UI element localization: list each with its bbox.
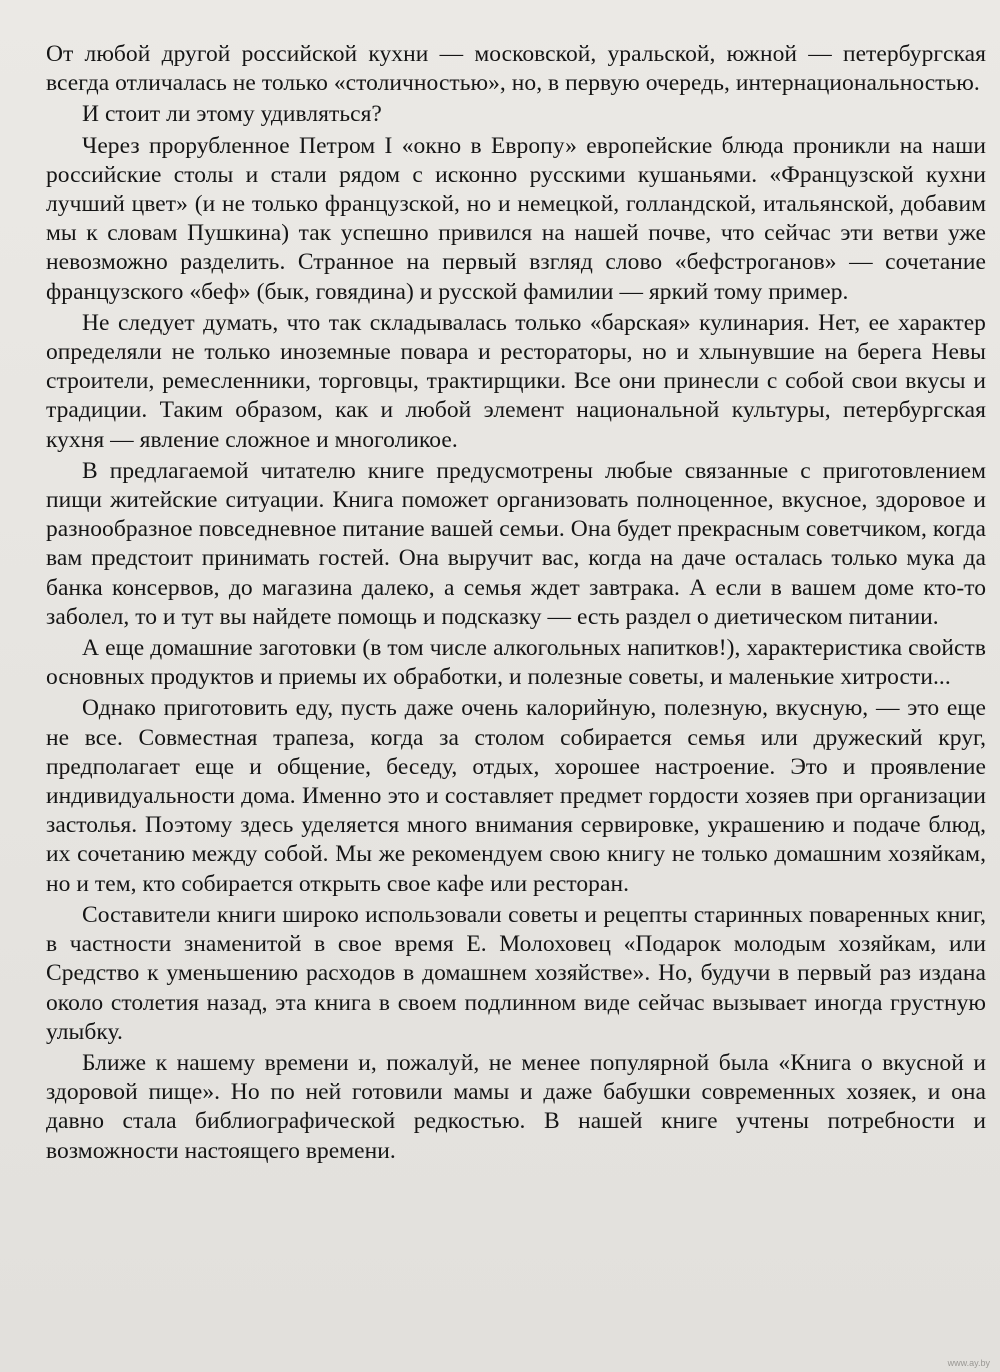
paragraph-9: Ближе к нашему времени и, пожалуй, не менее популярной была «Книга о вкусной и здоровой пище». Но по ней готовили мамы и даже бабушки современных хозяек, и она давно стала библиографической редкостью. В нашей книге учтены потребности и возможности настоящего времени. — [46, 1049, 986, 1164]
paragraph-8: Составители книги широко использовали советы и рецепты старинных поваренных книг, в частности знаменитой в свое время Е. Молоховец «Подарок молодым хозяйкам, или Средство к уменьшению расходов в домашнем хозяйстве». Но, будучи в первый раз издана около столетия назад, эта книга в своем подлинном виде сейчас вызывает иногда грустную улыбку. — [46, 901, 986, 1045]
paragraph-2: И стоит ли этому удивляться? — [82, 101, 382, 128]
paragraph-5: В предлагаемой читателю книге предусмотрены любые связанные с приготовлением пищи житейские ситуации. Книга поможет организовать полноценное, вкусное, здоровое и разнообразное повседневное питание вашей семьи. Она будет прекрасным советчиком, когда вам предстоит принимать гостей. Она выручит вас, когда на даче осталась только мука да банка консервов, до магазина далеко, а семья ждет завтрака. А если в вашем доме кто-то заболел, то и тут вы найдете помощь и подсказку — есть раздел о диетическом питании. — [46, 457, 986, 630]
paragraph-3: Через прорубленное Петром I «окно в Европу» европейские блюда проникли на наши российские столы и стали рядом с исконно русскими кушаньями. «Французской кухни лучший цвет» (и не только французской, но и немецкой, голландской, итальянской, добавим мы к словам Пушкина) так успешно привился на нашей почве, что сейчас эти ветви уже невозможно разделить. Странное на первый взгляд слово «бефстроганов» — сочетание французского «беф» (бык, говядина) и русской фамилии — яркий тому пример. — [46, 132, 986, 305]
paragraph-4: Не следует думать, что так складывалась только «барская» кулинария. Нет, ее характер определяли не только иноземные повара и рестораторы, но и хлынувшие на берега Невы строители, ремесленники, торговцы, трактирщики. Все они принесли с собой свои вкусы и традиции. Таким образом, как и любой элемент национальной культуры, петербургская кухня — явление сложное и многоликое. — [46, 309, 986, 453]
paragraph-6: А еще домашние заготовки (в том числе алкогольных напитков!), характеристика свойств основных продуктов и приемы их обработки, и полезные советы, и маленькие хитрости... — [46, 635, 986, 691]
paragraph-1: От любой другой российской кухни — московской, уральской, южной — петербургская всегда отличалась не только «столичностью», но, в первую очередь, интернациональностью. — [46, 41, 986, 97]
watermark: www.ay.by — [947, 1358, 990, 1368]
paragraph-7: Однако приготовить еду, пусть даже очень калорийную, полезную, вкусную, — это еще не все. Совместная трапеза, когда за столом собирается семья или дружеский круг, предполагает еще и общение, беседу, отдых, хорошее настроение. Это и проявление индивидуальности дома. Именно это и составляет предмет гордости хозяев при организации застолья. Поэтому здесь уделяется много внимания сервировке, украшению и подаче блюд, их сочетанию между собой. Мы же рекомендуем свою книгу не только домашним хозяйкам, но и тем, кто собирается открыть свое кафе или ресторан. — [46, 695, 986, 897]
body-text — [46, 40, 986, 1168]
